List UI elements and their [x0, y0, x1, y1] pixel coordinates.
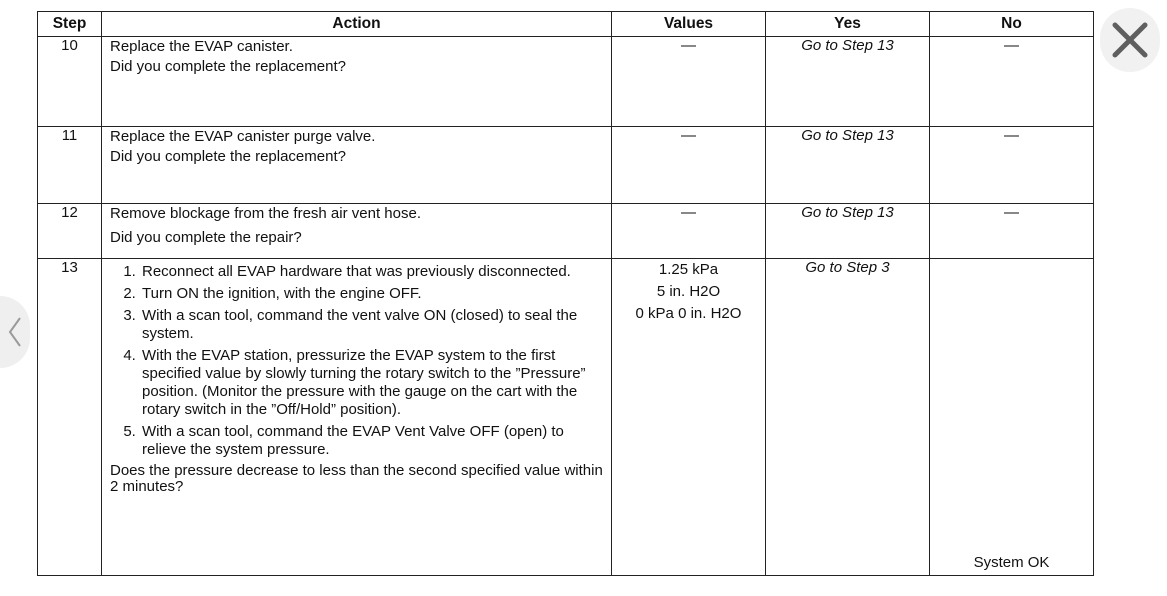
- values-cell: [612, 259, 766, 576]
- close-button[interactable]: [1100, 8, 1160, 72]
- diagnostic-table: [37, 11, 1094, 576]
- action-line: Replace the EVAP canister.: [110, 38, 293, 55]
- value-line: 0 kPa 0 in. H2O: [635, 305, 742, 322]
- action-cell: [102, 37, 612, 127]
- previous-button[interactable]: [0, 296, 30, 368]
- value-line: 1.25 kPa: [658, 261, 719, 278]
- table-row: [38, 37, 1094, 127]
- procedure-item: 1. Reconnect all EVAP hardware that was previously disconnected.: [140, 263, 603, 281]
- no-cell: —: [930, 204, 1094, 259]
- step-number: 10: [38, 37, 102, 127]
- procedure-item: 5. With a scan tool, command the EVAP Vent Valve OFF (open) to relieve the system pressure.: [140, 423, 603, 459]
- yes-cell: Go to Step 13: [766, 127, 930, 204]
- step-number: 11: [38, 127, 102, 204]
- yes-cell: Go to Step 3: [766, 259, 930, 576]
- value-line: 5 in. H2O: [656, 283, 721, 300]
- action-question: Did you complete the repair?: [110, 229, 302, 246]
- values-cell: —: [612, 204, 766, 259]
- procedure-item: 4. With the EVAP station, pressurize the EVAP system to the first specified value by slowly turning the rotary switch to the ”Pressure” position. (Monitor the pressure with the gauge on the cart with the rotary switch in the ”Off/Hold” position).: [140, 347, 603, 419]
- action-cell: [102, 127, 612, 204]
- step-number: 13: [38, 259, 102, 576]
- action-question: Did you complete the replacement?: [110, 148, 346, 165]
- header-values: Values: [612, 12, 766, 37]
- yes-cell: Go to Step 13: [766, 37, 930, 127]
- yes-cell: Go to Step 13: [766, 204, 930, 259]
- action-cell: [102, 204, 612, 259]
- procedure-item: 3. With a scan tool, command the vent valve ON (closed) to seal the system.: [140, 307, 603, 343]
- action-line: Remove blockage from the fresh air vent hose.: [110, 205, 421, 222]
- procedure-item: 2. Turn ON the ignition, with the engine OFF.: [140, 285, 603, 303]
- no-cell: —: [930, 37, 1094, 127]
- table-header-row: [38, 12, 1094, 37]
- table-row: [38, 127, 1094, 204]
- close-icon: [1110, 20, 1150, 60]
- header-no: No: [930, 12, 1094, 37]
- action-line: Replace the EVAP canister purge valve.: [110, 128, 376, 145]
- header-yes: Yes: [766, 12, 930, 37]
- values-cell: —: [612, 37, 766, 127]
- action-question: Does the pressure decrease to less than the second specified value within 2 minutes?: [110, 462, 603, 495]
- header-step: Step: [38, 12, 102, 37]
- header-action: Action: [102, 12, 612, 37]
- action-question: Did you complete the replacement?: [110, 58, 346, 75]
- values-cell: —: [612, 127, 766, 204]
- procedure-list: [110, 263, 603, 459]
- chevron-left-icon: [6, 315, 24, 349]
- action-cell: [102, 259, 612, 576]
- table-row: [38, 204, 1094, 259]
- no-cell: —: [930, 127, 1094, 204]
- table-row: [38, 259, 1094, 576]
- step-number: 12: [38, 204, 102, 259]
- no-cell: System OK: [930, 259, 1094, 576]
